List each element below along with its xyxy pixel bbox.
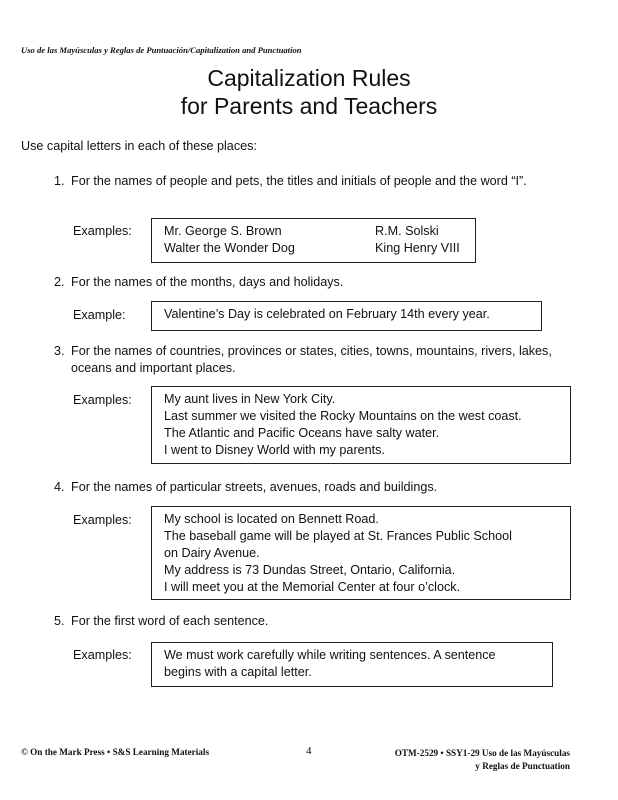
rule-text: For the first word of each sentence. [71,614,269,628]
example-label: Example: [73,308,126,322]
rule-number: 1. [54,174,65,188]
rule-text: For the names of particular streets, avenues, roads and buildings. [71,480,438,494]
examples-box-5 [151,642,553,687]
example-row [164,223,463,240]
examples-box-2 [151,301,542,331]
example-item: Walter the Wonder Dog [164,241,295,255]
footer-copyright: © On the Mark Press • S&S Learning Materials [21,747,210,757]
footer-product-line-2: y Reglas de Punctuation [475,761,570,771]
rule-number: 4. [54,480,65,494]
example-line: begins with a capital letter. [164,665,312,679]
example-line: Valentine’s Day is celebrated on February 14th every year. [164,307,490,321]
example-line: on Dairy Avenue. [164,546,260,560]
rule-number: 2. [54,275,65,289]
examples-box-4 [151,506,571,600]
example-row [164,240,463,257]
running-header: Uso de las Mayúsculas y Reglas de Puntuación/Capitalization and Punctuation [21,45,302,55]
example-item: Mr. George S. Brown [164,224,282,238]
rule-text: For the names of countries, provinces or states, cities, towns, mountains, rivers, lakes, oceans and important places. [71,344,552,375]
example-line: The baseball game will be played at St. Frances Public School [164,529,512,543]
example-line: We must work carefully while writing sentences. A sentence [164,648,496,662]
examples-label: Examples: [73,393,132,407]
page-title-line-1: Capitalization Rules [207,65,411,91]
footer-product-code [395,747,570,773]
example-line: My address is 73 Dundas Street, Ontario, California. [164,563,456,577]
example-line: My aunt lives in New York City. [164,392,336,406]
page-title-line-2: for Parents and Teachers [180,93,438,119]
examples-label: Examples: [73,513,132,527]
rule-number: 3. [54,344,65,358]
rule-text: For the names of people and pets, the titles and initials of people and the word “I”. [71,174,527,188]
examples-label: Examples: [73,224,132,238]
example-item: King Henry VIII [375,241,460,255]
examples-box-3 [151,386,571,464]
example-line: My school is located on Bennett Road. [164,512,379,526]
footer-product-line-1: OTM-2529 • SSY1-29 Uso de las Mayúsculas [394,748,570,758]
example-line: The Atlantic and Pacific Oceans have salty water. [164,426,440,440]
example-line: I will meet you at the Memorial Center at four o’clock. [164,580,461,594]
example-line: I went to Disney World with my parents. [164,443,385,457]
rule-text: For the names of the months, days and holidays. [71,275,344,289]
rule-number: 5. [54,614,65,628]
page-number: 4 [306,745,312,757]
example-line: Last summer we visited the Rocky Mountains on the west coast. [164,409,522,423]
intro-text: Use capital letters in each of these places: [21,139,257,153]
examples-label: Examples: [73,648,132,662]
page-title [0,64,618,120]
examples-box-1 [151,218,476,263]
example-item: R.M. Solski [375,224,439,238]
